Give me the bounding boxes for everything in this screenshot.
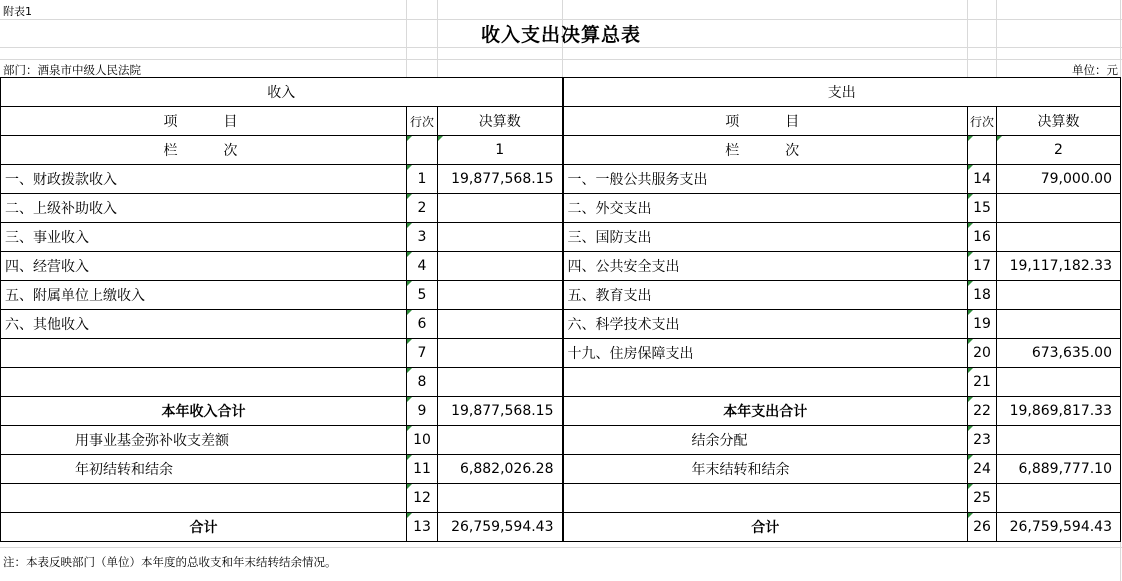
expense-item-cell: 五、教育支出 [563,281,968,310]
expense-amount-cell [997,484,1121,513]
expense-group-header: 支出 [563,78,1121,107]
expense-item-cell [563,368,968,397]
expense-rowno-cell: 18 [968,281,997,310]
expense-item-cell: 四、公共安全支出 [563,252,968,281]
summary-table [0,77,1121,542]
table-row [1,223,1121,252]
table-row [1,368,1121,397]
income-column-label: 栏 次 [1,136,407,165]
footnote: 注：本表反映部门（单位）本年度的总收支和年末结转结余情况。 [3,555,337,569]
gridline [0,59,1122,60]
income-item-cell [1,368,407,397]
table-row [1,484,1121,513]
expense-item-cell: 十九、住房保障支出 [563,339,968,368]
income-column-number: 1 [438,136,563,165]
income-rowno-cell: 6 [407,310,438,339]
expense-rowno-cell: 19 [968,310,997,339]
expense-amount-cell [997,223,1121,252]
department-label: 部门：酒泉市中级人民法院 [3,63,141,77]
income-item-cell: 五、附属单位上缴收入 [1,281,407,310]
income-item-cell: 一、财政拨款收入 [1,165,407,194]
gridline [0,547,1122,548]
income-item-header: 项 目 [1,107,407,136]
income-group-header: 收入 [1,78,563,107]
income-amount-cell: 6,882,026.28 [438,455,563,484]
income-rowno-cell: 13 [407,513,438,542]
income-amount-cell: 19,877,568.15 [438,397,563,426]
expense-item-cell: 二、外交支出 [563,194,968,223]
table-row [1,310,1121,339]
expense-amount-cell: 6,889,777.10 [997,455,1121,484]
expense-column-label: 栏 次 [563,136,968,165]
income-item-cell: 六、其他收入 [1,310,407,339]
income-item-cell: 合计 [1,513,407,542]
expense-rowno-cell: 23 [968,426,997,455]
income-amount-header: 决算数 [438,107,563,136]
income-rowno-cell: 1 [407,165,438,194]
expense-rowno-cell: 16 [968,223,997,252]
expense-item-cell: 合计 [563,513,968,542]
expense-amount-cell: 673,635.00 [997,339,1121,368]
expense-rowno-cell: 20 [968,339,997,368]
table-row [1,165,1121,194]
expense-rowno-cell: 14 [968,165,997,194]
income-rowno-cell: 12 [407,484,438,513]
income-rowno-blank [407,136,438,165]
income-amount-cell: 26,759,594.43 [438,513,563,542]
expense-item-cell: 结余分配 [563,426,968,455]
expense-rowno-cell: 24 [968,455,997,484]
expense-rowno-cell: 15 [968,194,997,223]
income-amount-cell [438,281,563,310]
expense-rowno-cell: 26 [968,513,997,542]
expense-amount-cell [997,368,1121,397]
expense-amount-cell: 19,869,817.33 [997,397,1121,426]
income-item-cell [1,484,407,513]
table-row [1,194,1121,223]
group-header-row [1,78,1121,107]
income-item-cell [1,339,407,368]
table-row [1,339,1121,368]
income-item-cell: 二、上级补助收入 [1,194,407,223]
expense-rowno-cell: 22 [968,397,997,426]
expense-amount-cell [997,426,1121,455]
income-amount-cell [438,484,563,513]
income-rowno-header: 行次 [407,107,438,136]
table-row [1,513,1121,542]
income-amount-cell: 19,877,568.15 [438,165,563,194]
expense-rowno-cell: 21 [968,368,997,397]
expense-amount-cell [997,281,1121,310]
gridline [0,19,1122,20]
expense-amount-cell [997,310,1121,339]
income-amount-cell [438,339,563,368]
income-rowno-cell: 7 [407,339,438,368]
income-rowno-cell: 5 [407,281,438,310]
expense-item-cell [563,484,968,513]
expense-item-cell: 六、科学技术支出 [563,310,968,339]
income-amount-cell [438,194,563,223]
income-amount-cell [438,252,563,281]
expense-item-header: 项 目 [563,107,968,136]
data-rows [1,165,1121,542]
income-item-cell: 四、经营收入 [1,252,407,281]
expense-amount-cell: 79,000.00 [997,165,1121,194]
income-rowno-cell: 9 [407,397,438,426]
expense-rowno-header: 行次 [968,107,997,136]
income-item-cell: 本年收入合计 [1,397,407,426]
expense-rowno-blank [968,136,997,165]
income-amount-cell [438,310,563,339]
income-rowno-cell: 11 [407,455,438,484]
table-row [1,426,1121,455]
expense-item-cell: 一、一般公共服务支出 [563,165,968,194]
income-rowno-cell: 4 [407,252,438,281]
income-rowno-cell: 3 [407,223,438,252]
column-header-row [1,107,1121,136]
expense-column-number: 2 [997,136,1121,165]
income-item-cell: 三、事业收入 [1,223,407,252]
expense-rowno-cell: 17 [968,252,997,281]
unit-label: 单位：元 [1072,63,1118,77]
expense-item-cell: 本年支出合计 [563,397,968,426]
expense-item-cell: 年末结转和结余 [563,455,968,484]
table-row [1,455,1121,484]
income-item-cell: 用事业基金弥补收支差额 [1,426,407,455]
income-rowno-cell: 2 [407,194,438,223]
sheet-tag: 附表1 [3,5,32,18]
income-item-cell: 年初结转和结余 [1,455,407,484]
table-row [1,252,1121,281]
table-row [1,397,1121,426]
income-amount-cell [438,368,563,397]
income-rowno-cell: 10 [407,426,438,455]
income-amount-cell [438,223,563,252]
expense-rowno-cell: 25 [968,484,997,513]
page-title: 收入支出决算总表 [480,24,641,46]
expense-amount-cell [997,194,1121,223]
expense-item-cell: 三、国防支出 [563,223,968,252]
income-rowno-cell: 8 [407,368,438,397]
table-row [1,281,1121,310]
column-index-row [1,136,1121,165]
expense-amount-cell: 26,759,594.43 [997,513,1121,542]
income-amount-cell [438,426,563,455]
expense-amount-cell: 19,117,182.33 [997,252,1121,281]
expense-amount-header: 决算数 [997,107,1121,136]
